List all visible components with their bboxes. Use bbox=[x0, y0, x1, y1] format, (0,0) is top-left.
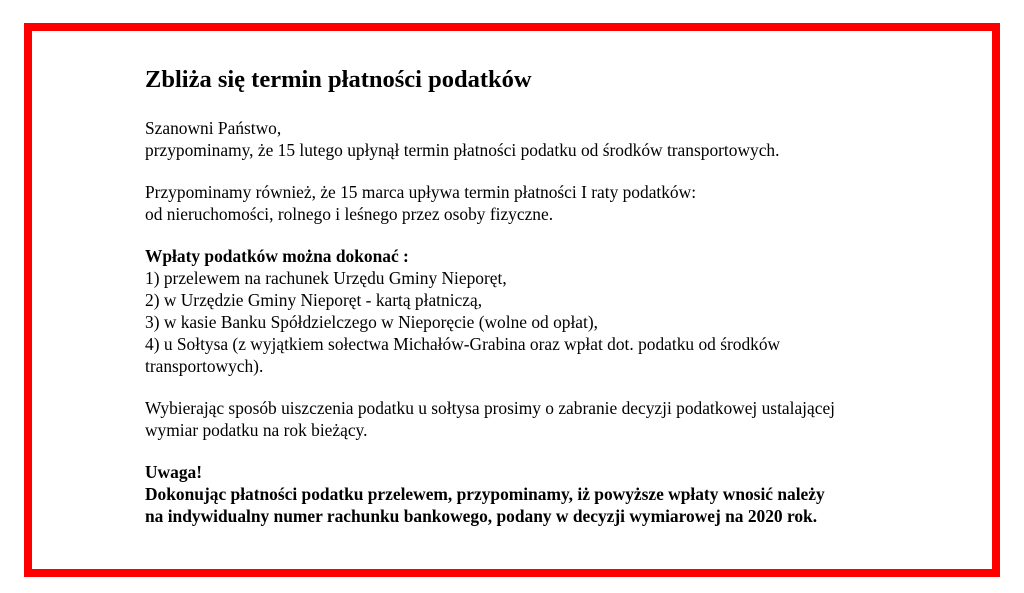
notice-title: Zbliża się termin płatności podatków bbox=[145, 66, 532, 93]
reminder-installment-line1: Przypominamy również, że 15 marca upływa termin płatności I raty podatków: bbox=[145, 182, 697, 202]
soltys-note-line1: Wybierając sposób uiszczenia podatku u sołtysa prosimy o zabranie decyzji podatkowej ustalającej bbox=[145, 398, 835, 418]
reminder-installment-line2: od nieruchomości, rolnego i leśnego przez osoby fizyczne. bbox=[145, 204, 554, 224]
soltys-note-line2: wymiar podatku na rok bieżący. bbox=[145, 420, 368, 440]
payment-method-4-continued: transportowych). bbox=[145, 356, 264, 376]
payment-method-1: 1) przelewem na rachunek Urzędu Gminy Nieporęt, bbox=[145, 268, 507, 288]
warning-line2: na indywidualny numer rachunku bankowego, podany w decyzji wymiarowej na 2020 rok. bbox=[145, 506, 818, 526]
payment-method-2: 2) w Urzędzie Gminy Nieporęt - kartą płatniczą, bbox=[145, 290, 483, 310]
warning-line1: Dokonując płatności podatku przelewem, przypominamy, iż powyższe wpłaty wnosić należy bbox=[145, 484, 825, 504]
payments-heading: Wpłaty podatków można dokonać : bbox=[145, 246, 409, 266]
payment-method-3: 3) w kasie Banku Spółdzielczego w Nieporęcie (wolne od opłat), bbox=[145, 312, 598, 332]
payment-method-4: 4) u Sołtysa (z wyjątkiem sołectwa Michałów-Grabina oraz wpłat dot. podatku od środków bbox=[145, 334, 781, 354]
reminder-transport: przypominamy, że 15 lutego upłynął termin płatności podatku od środków transportowych. bbox=[145, 140, 780, 160]
notice-content bbox=[145, 64, 945, 527]
greeting: Szanowni Państwo, bbox=[145, 118, 282, 138]
warning-heading: Uwaga! bbox=[145, 462, 202, 482]
